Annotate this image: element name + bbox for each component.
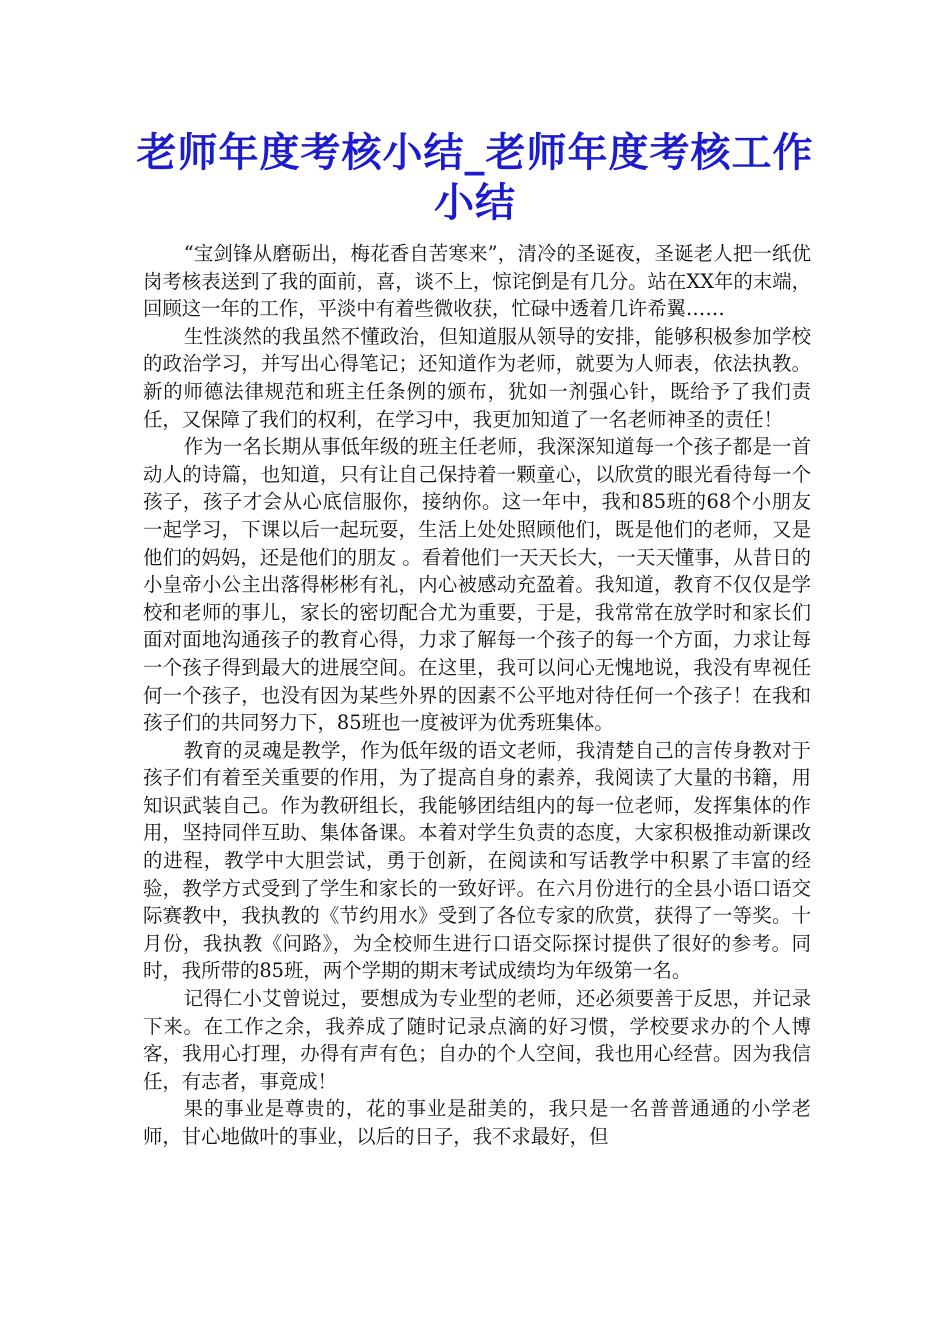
paragraph-4: 教育的灵魂是教学，作为低年级的语文老师，我清楚自己的言传身教对于孩子们有着至关重要的作用，为了提高自身的素养，我阅读了大量的书籍，用知识武装自己。作为教研组长，我能够团结组内的每一位老师，发挥集体的作用，坚持同伴互助、集体备课。本着对学生负责的态度，大家积极推动新课改的进程，教学中大胆尝试，勇于创新，在阅读和写话教学中积累了丰富的经验，教学方式受到了学生和家长的一致好评。在六月份进行的全县小语口语交际赛教中，我执教的《节约用水》受到了各位专家的欣赏，获得了一等奖。十月份，我执教《问路》，为全校师生进行口语交际探讨提供了很好的参考。同时，我所带的85班，两个学期的期末考试成绩均为年级第一名。: [143, 738, 811, 983]
paragraph-6: 果的事业是尊贵的，花的事业是甜美的，我只是一名普普通通的小学老师，甘心地做叶的事业，以后的日子，我不求最好，但: [143, 1097, 811, 1148]
document-title: 老师年度考核小结_老师年度考核工作小结: [136, 129, 814, 226]
paragraph-1: “宝剑锋从磨砺出，梅花香自苦寒来”，清冷的圣诞夜，圣诞老人把一纸优岗考核表送到了我的面前，喜，谈不上，惊诧倒是有几分。站在XX年的末端，回顾这一年的工作，平淡中有着些微收获，忙碌中透着几许希翼……: [143, 242, 811, 321]
document-body: [143, 240, 811, 1151]
paragraph-5: 记得仁小艾曾说过，要想成为专业型的老师，还必须要善于反思，并记录下来。在工作之余，我养成了随时记录点滴的好习惯，学校要求办的个人博客，我用心打理，办得有声有色；自办的个人空间，我也用心经营。因为我信任，有志者，事竟成！: [143, 987, 811, 1093]
paragraph-3: 作为一名长期从事低年级的班主任老师，我深深知道每一个孩子都是一首动人的诗篇，也知道，只有让自己保持着一颗童心，以欣赏的眼光看待每一个孩子，孩子才会从心底信服你，接纳你。这一年中，我和85班的68个小朋友一起学习，下课以后一起玩耍，生活上处处照顾他们，既是他们的老师，又是他们的妈妈，还是他们的朋友 。看着他们一天天长大，一天天懂事，从昔日的小皇帝小公主出落得彬彬有礼，内心被感动充盈着。我知道，教育不仅仅是学校和老师的事儿，家长的密切配合尤为重要，于是，我常常在放学时和家长们面对面地沟通孩子的教育心得，力求了解每一个孩子的每一个方面，力求让每一个孩子得到最大的进展空间。在这里，我可以问心无愧地说，我没有卑视任何一个孩子，也没有因为某些外界的因素不公平地对待任何一个孩子！在我和孩子们的共同努力下，85班也一度被评为优秀班集体。: [143, 435, 811, 735]
paragraph-2: 生性淡然的我虽然不懂政治，但知道服从领导的安排，能够积极参加学校的政治学习，并写出心得笔记；还知道作为老师，就要为人师表，依法执教。新的师德法律规范和班主任条例的颁布，犹如一剂强心针，既给予了我们责任，又保障了我们的权利，在学习中，我更加知道了一名老师神圣的责任！: [143, 324, 811, 431]
